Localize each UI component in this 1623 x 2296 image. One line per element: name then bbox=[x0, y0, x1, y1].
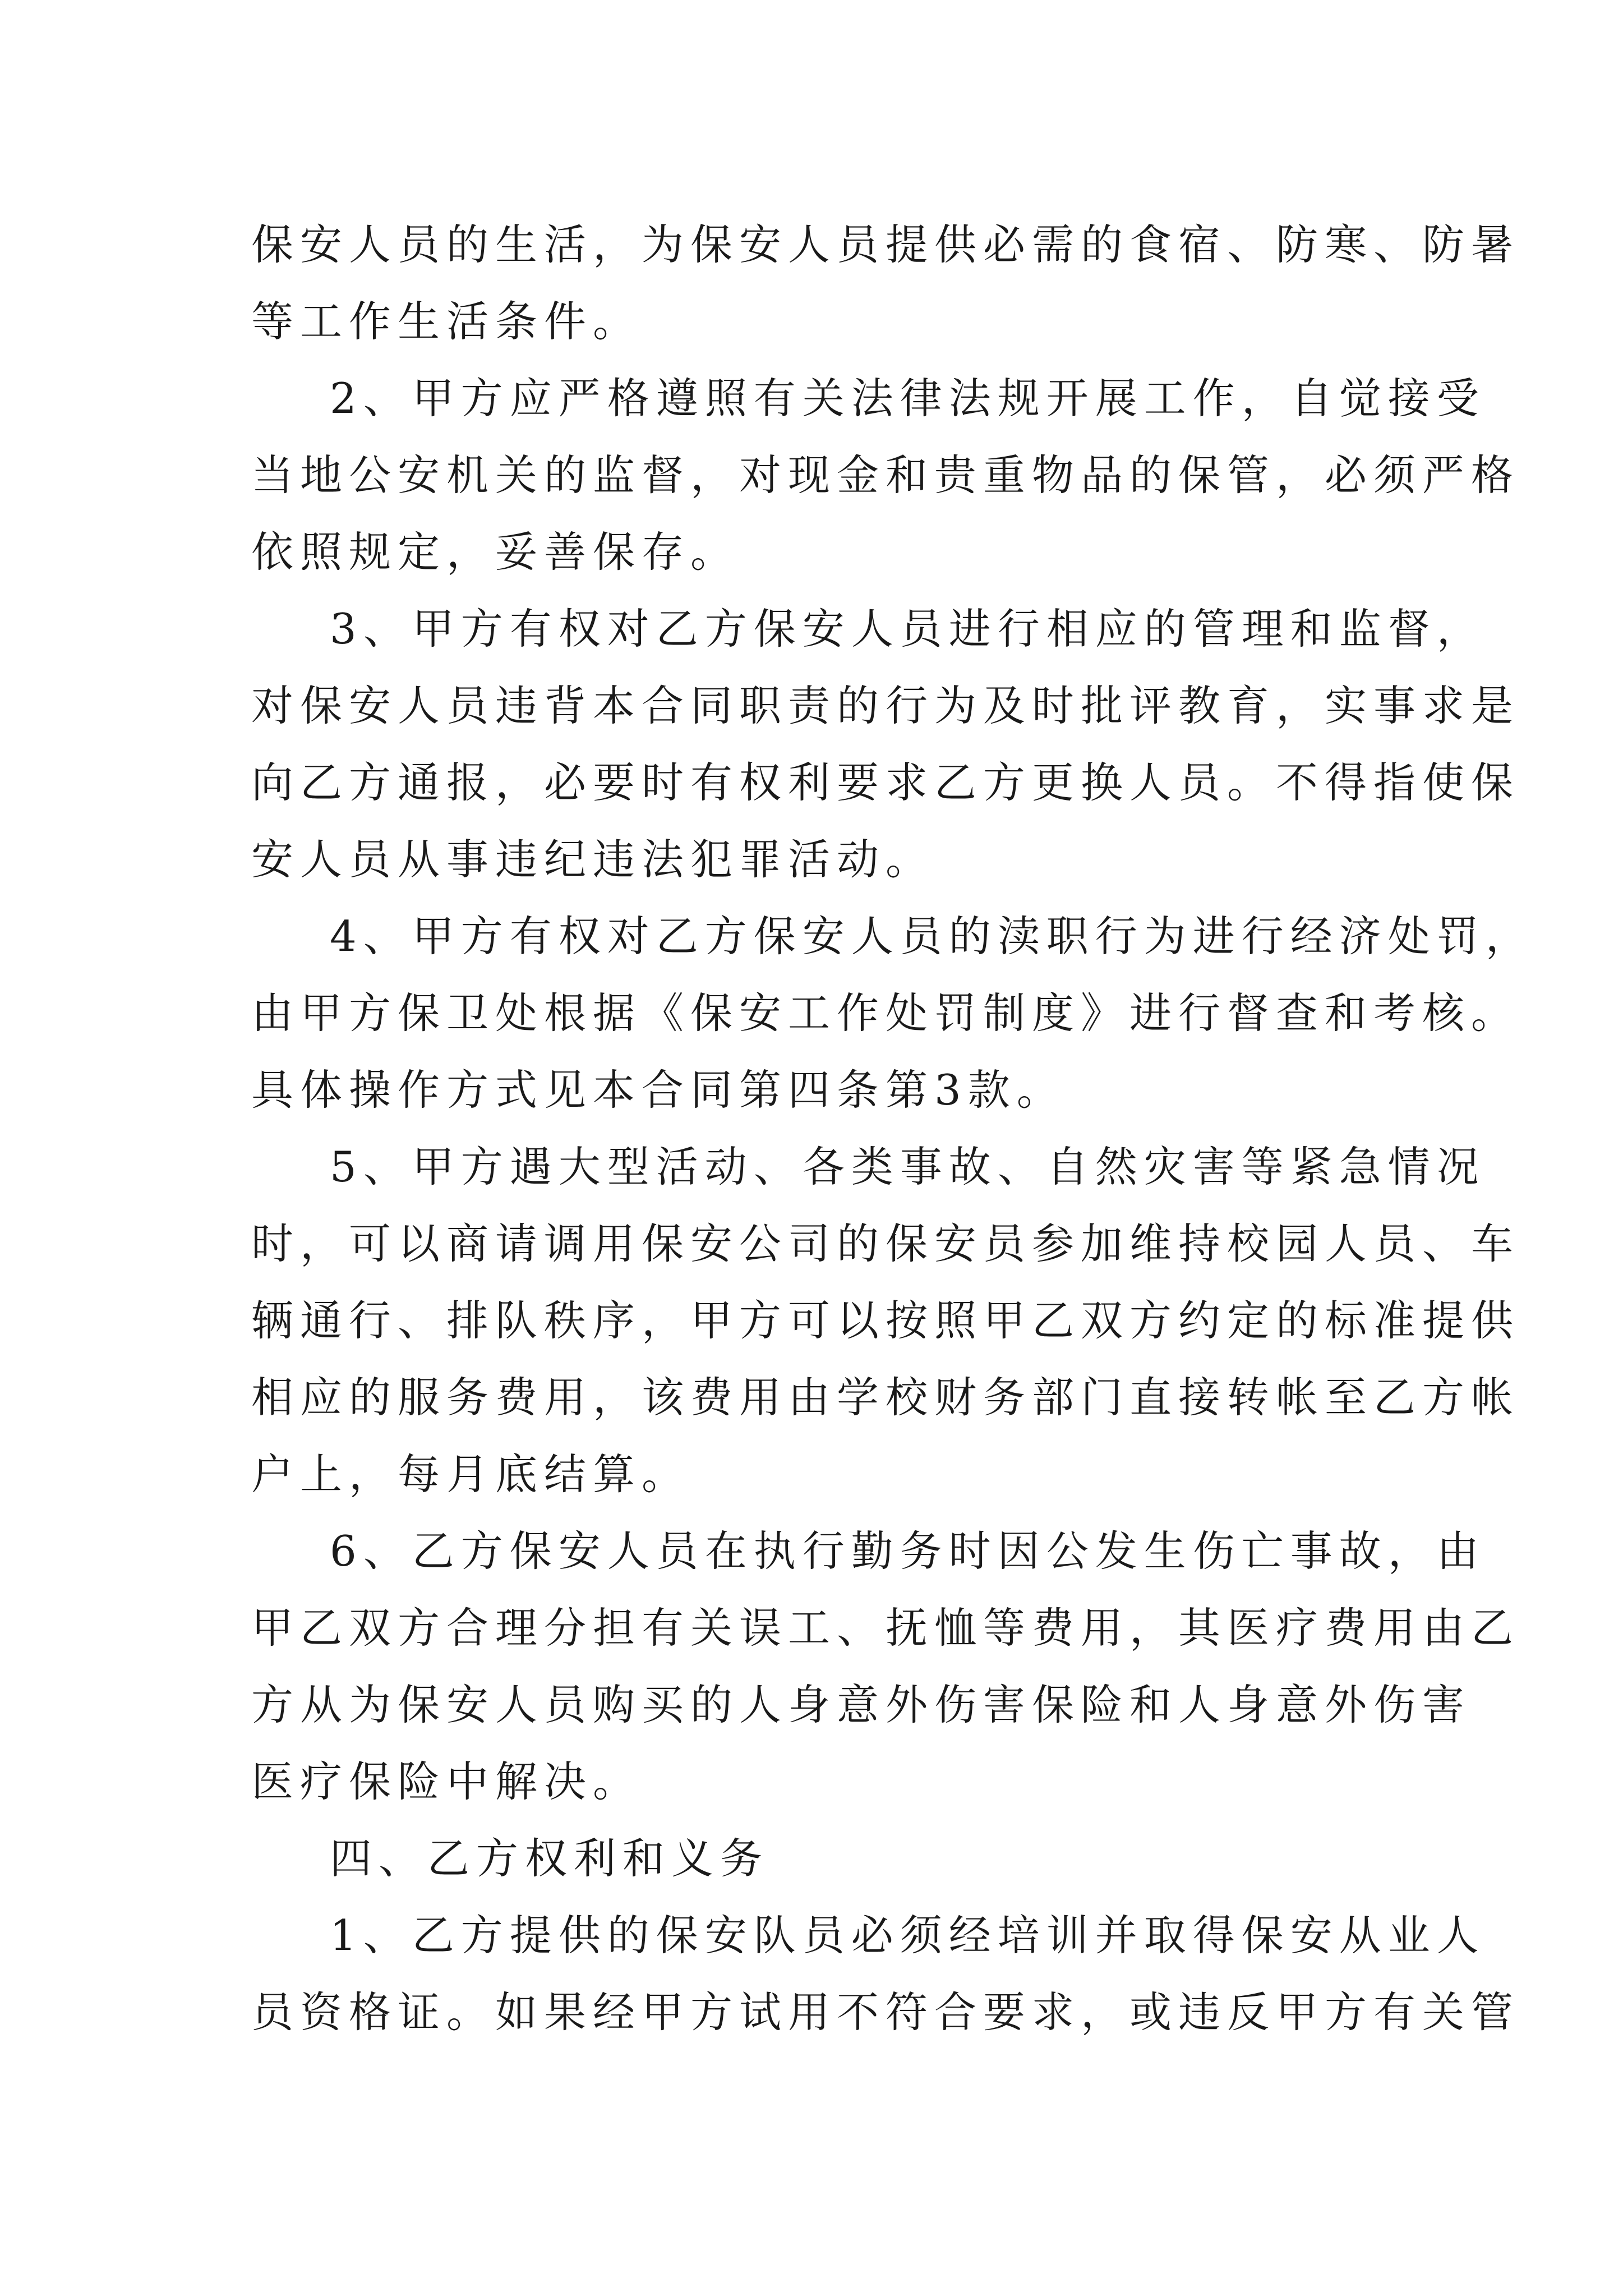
text-line: 甲乙双方合理分担有关误工、抚恤等费用，其医疗费用由乙 bbox=[251, 1603, 1520, 1653]
text-line: 相应的服务费用，该费用由学校财务部门直接转帐至乙方帐 bbox=[251, 1373, 1520, 1422]
text-line: 户上，每月底结算。 bbox=[251, 1450, 691, 1499]
paragraph-start-line: 6、乙方保安人员在执行勤务时因公发生伤亡事故，由 bbox=[330, 1526, 1486, 1576]
paragraph-start-line: 3、甲方有权对乙方保安人员进行相应的管理和监督， bbox=[330, 604, 1486, 654]
text-line: 由甲方保卫处根据《保安工作处罚制度》进行督查和考核。 bbox=[251, 988, 1520, 1038]
text-line: 等工作生活条件。 bbox=[251, 297, 642, 346]
text-line: 对保安人员违背本合同职责的行为及时批评教育，实事求是 bbox=[251, 681, 1520, 730]
paragraph-start-line: 1、乙方提供的保安队员必须经培训并取得保安从业人 bbox=[330, 1911, 1486, 1960]
text-line: 向乙方通报，必要时有权利要求乙方更换人员。不得指使保 bbox=[251, 758, 1520, 807]
text-line: 保安人员的生活，为保安人员提供必需的食宿、防寒、防暑 bbox=[251, 220, 1520, 269]
text-line: 依照规定，妥善保存。 bbox=[251, 527, 740, 577]
text-line: 医疗保险中解决。 bbox=[251, 1757, 642, 1806]
paragraph-start-line: 4、甲方有权对乙方保安人员的渎职行为进行经济处罚， bbox=[330, 912, 1534, 961]
paragraph-start-line: 2、甲方应严格遵照有关法律法规开展工作，自觉接受 bbox=[330, 374, 1486, 423]
text-line: 安人员从事违纪违法犯罪活动。 bbox=[251, 835, 935, 884]
text-line: 员资格证。如果经甲方试用不符合要求，或违反甲方有关管 bbox=[251, 1987, 1520, 2037]
text-line: 辆通行、排队秩序，甲方可以按照甲乙双方约定的标准提供 bbox=[251, 1296, 1520, 1345]
text-line: 当地公安机关的监督，对现金和贵重物品的保管，必须严格 bbox=[251, 450, 1520, 500]
text-line: 具体操作方式见本合同第四条第3款。 bbox=[251, 1065, 1066, 1115]
text-line: 时，可以商请调用保安公司的保安员参加维持校园人员、车 bbox=[251, 1219, 1520, 1268]
paragraph-start-line: 5、甲方遇大型活动、各类事故、自然灾害等紧急情况 bbox=[330, 1142, 1486, 1191]
section-heading: 四、乙方权利和义务 bbox=[330, 1834, 769, 1883]
document-body bbox=[251, 206, 1534, 2051]
text-line: 方从为保安人员购买的人身意外伤害保险和人身意外伤害 bbox=[251, 1680, 1472, 1729]
